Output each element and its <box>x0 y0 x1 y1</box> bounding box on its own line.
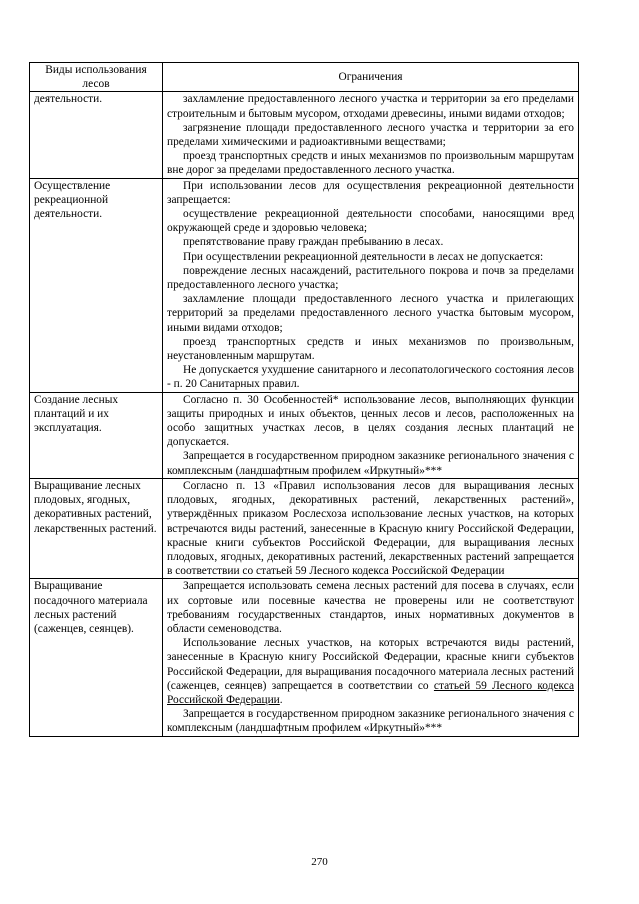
law-article-link[interactable]: статьей 59 Лесного кодекса Российской Федерации <box>167 679 574 706</box>
restriction-paragraph: Согласно п. 13 «Правил использования лесов для выращивания лесных плодовых, ягодных, декоративных растений, лекарственных растений», утверждённых приказом Рослесхоза использование лесных участков, на которых встречаются виды растений, занесенные в Красную книгу Российской Федерации, красные книги субъектов Российской Федерации, для выращивания лесных плодовых, ягодных, декоративных растений, лекарственных растений запрещается в соответствии со статьей 59 Лесного кодекса Российской Федерации <box>167 479 574 578</box>
restriction-cell <box>163 92 579 178</box>
table-row <box>30 92 579 178</box>
table-row <box>30 392 579 478</box>
table-row <box>30 178 579 392</box>
restriction-paragraph: При использовании лесов для осуществления рекреационной деятельности запрещается: <box>167 179 574 206</box>
use-kind-cell: Выращивание лесных плодовых, ягодных, декоративных растений, лекарственных растений. <box>30 478 163 578</box>
restriction-text: Использование лесных участков, на которых встречаются виды растений, занесенные в Красную книгу Российской Федерации, красные книги субъектов Российской Федерации, для выращивания посадочного материала лесных растений (саженцев, сеянцев) запрещается в соответствии со <box>167 637 574 692</box>
restriction-cell <box>163 178 579 392</box>
use-kind-cell: Осуществление рекреационной деятельности. <box>30 178 163 392</box>
restriction-text-tail: . <box>279 693 283 706</box>
header-kinds-of-use: Виды использования лесов <box>30 63 163 92</box>
restriction-paragraph: Запрещается использовать семена лесных растений для посева в случаях, если их сортовые или посевные качества не проверены или не соответствуют требованиям государственных стандартов, иных нормативных документов в области семеноводства. <box>167 580 574 635</box>
restriction-paragraph: Не допускается ухудшение санитарного и лесопатологического состояния лесов - п. 20 Санитарных правил. <box>167 364 574 391</box>
restriction-paragraph: осуществление рекреационной деятельности способами, наносящими вред окружающей среде и здоровью человека; <box>167 208 574 235</box>
restriction-cell <box>163 392 579 478</box>
restriction-paragraph: захламление площади предоставленного лесного участка и прилегающих территорий за пределами предоставленного лесного участка бытовым мусором, иными видами отходов; <box>167 293 574 334</box>
table-header-row <box>30 63 579 92</box>
restriction-paragraph: Согласно п. 30 Особенностей* использование лесов, выполняющих функции защиты природных и иных объектов, ценных лесов и лесов, расположенных на особо защитных участках лесов, в целях создания лесных плантаций не допускается. <box>167 393 574 449</box>
restriction-paragraph <box>167 636 574 707</box>
restriction-paragraph: захламление предоставленного лесного участка и территории за его пределами строительным и бытовым мусором, отходами древесины, иными видами отходов; <box>167 93 574 120</box>
restriction-paragraph: При осуществлении рекреационной деятельности в лесах не допускается: <box>183 250 544 263</box>
restriction-paragraph: препятствование праву граждан пребыванию в лесах. <box>183 236 444 249</box>
restriction-cell <box>163 579 579 736</box>
restriction-paragraph: проезд транспортных средств и иных механизмов по произвольным, неустановленным маршрутам. <box>167 335 574 363</box>
header-restrictions: Ограничения <box>163 63 579 92</box>
table-row <box>30 579 579 736</box>
restriction-paragraph: проезд транспортных средств и иных механизмов по произвольным маршрутам вне дорог за пределами предоставленного лесного участка. <box>167 150 574 177</box>
restriction-paragraph: повреждение лесных насаждений, растительного покрова и почв за пределами предоставленного лесного участка; <box>167 264 574 292</box>
restriction-paragraph: загрязнение площади предоставленного лесного участка и территории за его пределами химическими и радиоактивными веществами; <box>167 121 574 149</box>
restrictions-table <box>29 62 579 737</box>
restriction-paragraph: Запрещается в государственном природном заказнике регионального значения с комплексным (ландшафтным профилем «Иркутный»*** <box>167 708 574 735</box>
restriction-paragraph: Запрещается в государственном природном заказнике регионального значения с комплексным (ландшафтным профилем «Иркутный»*** <box>167 450 574 477</box>
table-row <box>30 478 579 578</box>
use-kind-cell: Создание лесных плантаций и их эксплуатация. <box>30 392 163 478</box>
page-number: 270 <box>311 856 328 868</box>
use-kind-cell: Выращивание посадочного материала лесных растений (саженцев, сеянцев). <box>30 579 163 736</box>
use-kind-cell: деятельности. <box>30 92 163 178</box>
restriction-cell <box>163 478 579 578</box>
